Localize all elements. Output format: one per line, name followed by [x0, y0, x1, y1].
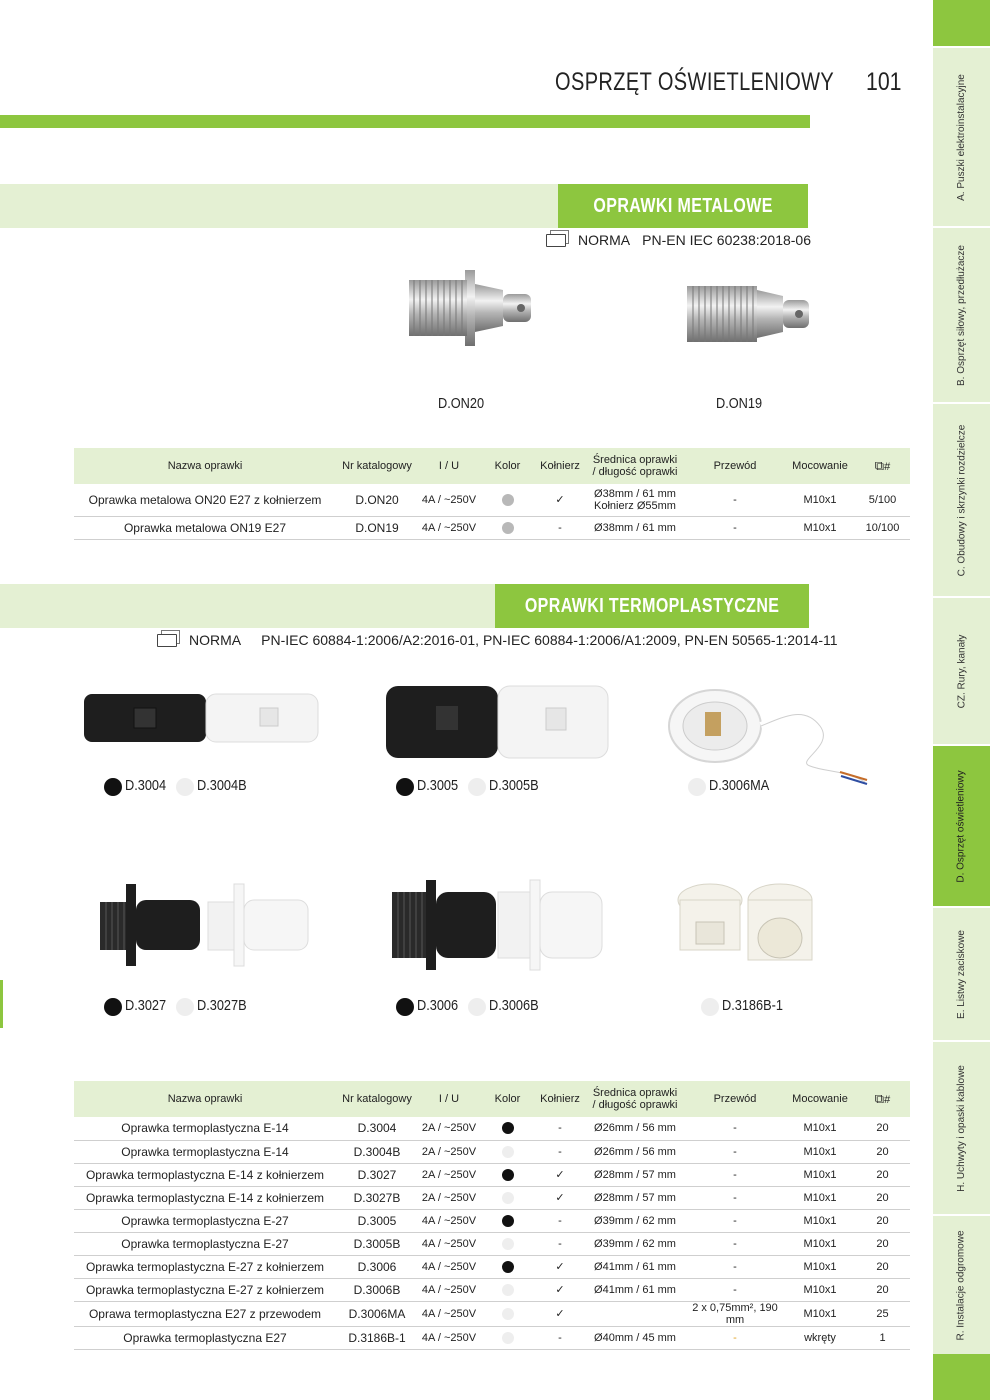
cell-kolor: [480, 1301, 535, 1326]
cell-srednica: Ø39mm / 62 mm: [585, 1232, 685, 1255]
cell-nr: D.3186B-1: [336, 1326, 418, 1349]
color-dot-grey: [502, 494, 514, 506]
cell-srednica: Ø40mm / 45 mm: [585, 1326, 685, 1349]
cell-kolor: [480, 1186, 535, 1209]
cell-name: Oprawka termoplastyczna E-27: [74, 1209, 336, 1232]
product-image-3006ma: [665, 686, 871, 786]
cell-srednica: Ø41mm / 61 mm: [585, 1278, 685, 1301]
product-image-3006: [390, 878, 610, 972]
color-dot-black: [396, 998, 414, 1016]
cell-kolnierz: -: [535, 1140, 585, 1163]
cell-srednica: Ø41mm / 61 mm: [585, 1255, 685, 1278]
color-dot-black: [104, 778, 122, 796]
color-dot-white: [502, 1284, 514, 1296]
color-dot-black: [502, 1169, 514, 1181]
document-icon: [157, 634, 177, 647]
cell-name: Oprawka termoplastyczna E-27: [74, 1232, 336, 1255]
th-nr: Nr katalogowy: [336, 1081, 418, 1117]
cell-name: Oprawka termoplastyczna E-14: [74, 1117, 336, 1140]
cell-kolor: [480, 1140, 535, 1163]
cell-iu: 4A / ~250V: [418, 1326, 480, 1349]
color-dot-white: [468, 778, 486, 796]
cell-mocowanie: M10x1: [785, 1163, 855, 1186]
cell-mocowanie: M10x1: [785, 1140, 855, 1163]
cell-name: Oprawka termoplastyczna E-14: [74, 1140, 336, 1163]
table-thermoplastic: [74, 1081, 910, 1350]
cell-przewod: -: [685, 1278, 785, 1301]
section1-band: [0, 184, 560, 228]
cell-kolnierz: ✓: [535, 1301, 585, 1326]
color-dot-white: [176, 778, 194, 796]
color-dot-white: [502, 1146, 514, 1158]
product-image-3027: [96, 882, 316, 968]
sidebar-tab-h[interactable]: H. Uchwyty i opaski kablowe: [933, 1040, 990, 1214]
header-bar: [0, 115, 810, 128]
cell-iu: 4A / ~250V: [418, 1209, 480, 1232]
th-kolor: Kolor: [480, 1081, 535, 1117]
product-label-3027b: D.3027B: [197, 997, 247, 1014]
cell-kolor: [480, 1163, 535, 1186]
th-kolnierz: Kołnierz: [535, 448, 585, 484]
product-label-3006: D.3006: [417, 997, 459, 1014]
color-dot-grey: [502, 522, 514, 534]
cell-przewod: -: [685, 1209, 785, 1232]
table-body: [74, 1117, 910, 1349]
cell-srednica: [585, 1301, 685, 1326]
cell-mocowanie: M10x1: [785, 1255, 855, 1278]
product-label-3186b: D.3186B-1: [722, 997, 783, 1014]
cell-nr: D.3005: [336, 1209, 418, 1232]
color-dot-black: [502, 1215, 514, 1227]
cell-pack: 25: [855, 1301, 910, 1326]
product-label-3027: D.3027: [125, 997, 167, 1014]
th-przewod: Przewód: [685, 448, 785, 484]
product-label-3005: D.3005: [417, 777, 459, 794]
cell-kolnierz: ✓: [535, 1163, 585, 1186]
cell-kolor: [480, 1209, 535, 1232]
th-srednica: Średnica oprawki / długość oprawki: [585, 448, 685, 484]
cell-mocowanie: M10x1: [785, 1117, 855, 1140]
sidebar-tab-c[interactable]: C. Obudowy i skrzynki rozdzielcze: [933, 402, 990, 596]
cell-nr: D.3004B: [336, 1140, 418, 1163]
cell-kolor: [480, 1232, 535, 1255]
cell-przewod: -: [685, 1140, 785, 1163]
cell-srednica: Ø28mm / 57 mm: [585, 1163, 685, 1186]
th-iu: I / U: [418, 448, 480, 484]
cell-pack: 20: [855, 1163, 910, 1186]
cell-kolnierz: ✓: [535, 1278, 585, 1301]
cell-pack: 20: [855, 1209, 910, 1232]
table-row: [74, 1163, 910, 1186]
cell-nr: D.3027B: [336, 1186, 418, 1209]
cell-kolnierz: -: [535, 1209, 585, 1232]
color-dot-white: [701, 998, 719, 1016]
table-row: Oprawka metalowa ON19 E27 D.ON19 4A / ~250V - Ø38mm / 61 mm - M10x1 10/100: [74, 516, 910, 539]
section1-norm: NORMA PN-EN IEC 60238:2018-06: [546, 232, 811, 248]
cell-kolnierz: ✓: [535, 1255, 585, 1278]
page-number: 101: [866, 68, 902, 96]
th-kolnierz: Kołnierz: [535, 1081, 585, 1117]
cell-srednica: Ø26mm / 56 mm: [585, 1117, 685, 1140]
product-image-3005: [386, 684, 612, 760]
cell-przewod: -: [685, 1186, 785, 1209]
cell-name: Oprawka termoplastyczna E-27 z kołnierzem: [74, 1255, 336, 1278]
cell-przewod: 2 x 0,75mm², 190 mm: [685, 1301, 785, 1326]
cell-iu: 4A / ~250V: [418, 1278, 480, 1301]
color-dot-white: [176, 998, 194, 1016]
color-dot-white: [502, 1308, 514, 1320]
cell-name: Oprawka termoplastyczna E-14 z kołnierzem: [74, 1163, 336, 1186]
cell-srednica: Ø39mm / 62 mm: [585, 1209, 685, 1232]
sidebar-tab-d[interactable]: D. Osprzęt oświetleniowy: [933, 744, 990, 906]
color-dot-black: [104, 998, 122, 1016]
product-label-3006b: D.3006B: [489, 997, 539, 1014]
th-srednica: Średnica oprawki / długość oprawki: [585, 1081, 685, 1117]
section2-norm: NORMA PN-IEC 60884-1:2006/A2:2016-01, PN-IEC 60884-1:2006/A1:2009, PN-EN 50565-1:2014-11: [157, 632, 838, 648]
color-dot-white: [502, 1332, 514, 1344]
th-pack: ⧉#: [855, 448, 910, 484]
cell-kolor: [480, 1326, 535, 1349]
product-label-3005b: D.3005B: [489, 777, 539, 794]
th-name: Nazwa oprawki: [74, 1081, 336, 1117]
th-kolor: Kolor: [480, 448, 535, 484]
product-label-on19: D.ON19: [716, 395, 763, 412]
cell-iu: 2A / ~250V: [418, 1140, 480, 1163]
page-title: OSPRZĘT OŚWIETLENIOWY: [555, 68, 835, 96]
th-mocowanie: Mocowanie: [785, 1081, 855, 1117]
cell-iu: 4A / ~250V: [418, 1301, 480, 1326]
product-image-3004: [84, 690, 324, 746]
product-image-3186b: [668, 878, 824, 974]
color-dot-white: [502, 1192, 514, 1204]
cell-przewod: -: [685, 1255, 785, 1278]
package-icon: ⧉: [874, 1091, 885, 1106]
cell-kolor: [480, 1117, 535, 1140]
sidebar-tab-cz[interactable]: CZ. Rury, kanały: [933, 596, 990, 744]
left-edge-accent: [0, 980, 3, 1028]
table-row: [74, 1209, 910, 1232]
document-icon: [546, 234, 566, 247]
color-dot-white: [688, 778, 706, 796]
cell-nr: D.3006B: [336, 1278, 418, 1301]
table-row: [74, 1186, 910, 1209]
cell-mocowanie: M10x1: [785, 1278, 855, 1301]
cell-pack: 20: [855, 1186, 910, 1209]
cell-nr: D.3005B: [336, 1232, 418, 1255]
sidebar-tab-b[interactable]: B. Osprzęt siłowy, przedłużacze: [933, 226, 990, 402]
cell-mocowanie: M10x1: [785, 1209, 855, 1232]
th-mocowanie: Mocowanie: [785, 448, 855, 484]
th-nr: Nr katalogowy: [336, 448, 418, 484]
section2-band: [0, 584, 500, 628]
cell-pack: 20: [855, 1232, 910, 1255]
cell-kolnierz: -: [535, 1232, 585, 1255]
color-dot-white: [502, 1238, 514, 1250]
th-pack: ⧉#: [855, 1081, 910, 1117]
th-przewod: Przewód: [685, 1081, 785, 1117]
cell-mocowanie: M10x1: [785, 1186, 855, 1209]
product-label-3004b: D.3004B: [197, 777, 247, 794]
sidebar-tab-a[interactable]: A. Puszki elektroinstalacyjne: [933, 46, 990, 226]
cell-nr: D.3004: [336, 1117, 418, 1140]
cell-nr: D.3006: [336, 1255, 418, 1278]
cell-srednica: Ø28mm / 57 mm: [585, 1186, 685, 1209]
cell-iu: 2A / ~250V: [418, 1163, 480, 1186]
cell-iu: 2A / ~250V: [418, 1186, 480, 1209]
cell-mocowanie: M10x1: [785, 1232, 855, 1255]
section2-title: OPRAWKI TERMOPLASTYCZNE: [495, 584, 809, 628]
cell-pack: 20: [855, 1117, 910, 1140]
cell-mocowanie: wkręty: [785, 1326, 855, 1349]
table-metal: [74, 448, 910, 540]
table-row: [74, 1232, 910, 1255]
cell-pack: 1: [855, 1326, 910, 1349]
color-dot-black: [396, 778, 414, 796]
cell-przewod: -: [685, 1232, 785, 1255]
cell-kolnierz: -: [535, 1117, 585, 1140]
cell-name: Oprawa termoplastyczna E27 z przewodem: [74, 1301, 336, 1326]
cell-kolor: [480, 1278, 535, 1301]
table-row: [74, 1301, 910, 1326]
sidebar-bottom-block: [933, 1354, 990, 1400]
cell-mocowanie: M10x1: [785, 1301, 855, 1326]
product-label-on20: D.ON20: [438, 395, 485, 412]
color-dot-white: [468, 998, 486, 1016]
cell-name: Oprawka termoplastyczna E-14 z kołnierzem: [74, 1186, 336, 1209]
cell-name: Oprawka termoplastyczna E-27 z kołnierzem: [74, 1278, 336, 1301]
product-image-on20: [405, 268, 535, 348]
color-dot-black: [502, 1122, 514, 1134]
product-label-3004: D.3004: [125, 777, 167, 794]
cell-name: Oprawka termoplastyczna E27: [74, 1326, 336, 1349]
cell-kolor: [480, 1255, 535, 1278]
table-row: Oprawka metalowa ON20 E27 z kołnierzem D.ON20 4A / ~250V ✓ Ø38mm / 61 mm Kołnierz Ø55mm - M10x1 5/100: [74, 484, 910, 516]
cell-pack: 20: [855, 1140, 910, 1163]
cell-srednica: Ø26mm / 56 mm: [585, 1140, 685, 1163]
cell-pack: 20: [855, 1255, 910, 1278]
cell-przewod: -: [685, 1326, 785, 1349]
cell-kolnierz: -: [535, 1326, 585, 1349]
th-iu: I / U: [418, 1081, 480, 1117]
cell-przewod: -: [685, 1117, 785, 1140]
cell-iu: 4A / ~250V: [418, 1232, 480, 1255]
cell-nr: D.3027: [336, 1163, 418, 1186]
cell-pack: 20: [855, 1278, 910, 1301]
th-name: Nazwa oprawki: [74, 448, 336, 484]
cell-iu: 2A / ~250V: [418, 1117, 480, 1140]
package-icon: ⧉: [874, 458, 885, 473]
cell-kolnierz: ✓: [535, 1186, 585, 1209]
product-label-3006ma: D.3006MA: [709, 777, 770, 794]
product-image-on19: [683, 280, 813, 346]
sidebar-tab-e[interactable]: E. Listwy zaciskowe: [933, 906, 990, 1040]
table-row: [74, 1140, 910, 1163]
sidebar-top-block: [933, 0, 990, 46]
section1-title: OPRAWKI METALOWE: [558, 184, 808, 228]
sidebar-tab-r[interactable]: R. Instalacje odgromowe: [933, 1214, 990, 1354]
color-dot-black: [502, 1261, 514, 1273]
table-row: [74, 1326, 910, 1349]
table-row: [74, 1255, 910, 1278]
cell-nr: D.3006MA: [336, 1301, 418, 1326]
cell-iu: 4A / ~250V: [418, 1255, 480, 1278]
cell-przewod: -: [685, 1163, 785, 1186]
table-row: [74, 1117, 910, 1140]
table-row: [74, 1278, 910, 1301]
